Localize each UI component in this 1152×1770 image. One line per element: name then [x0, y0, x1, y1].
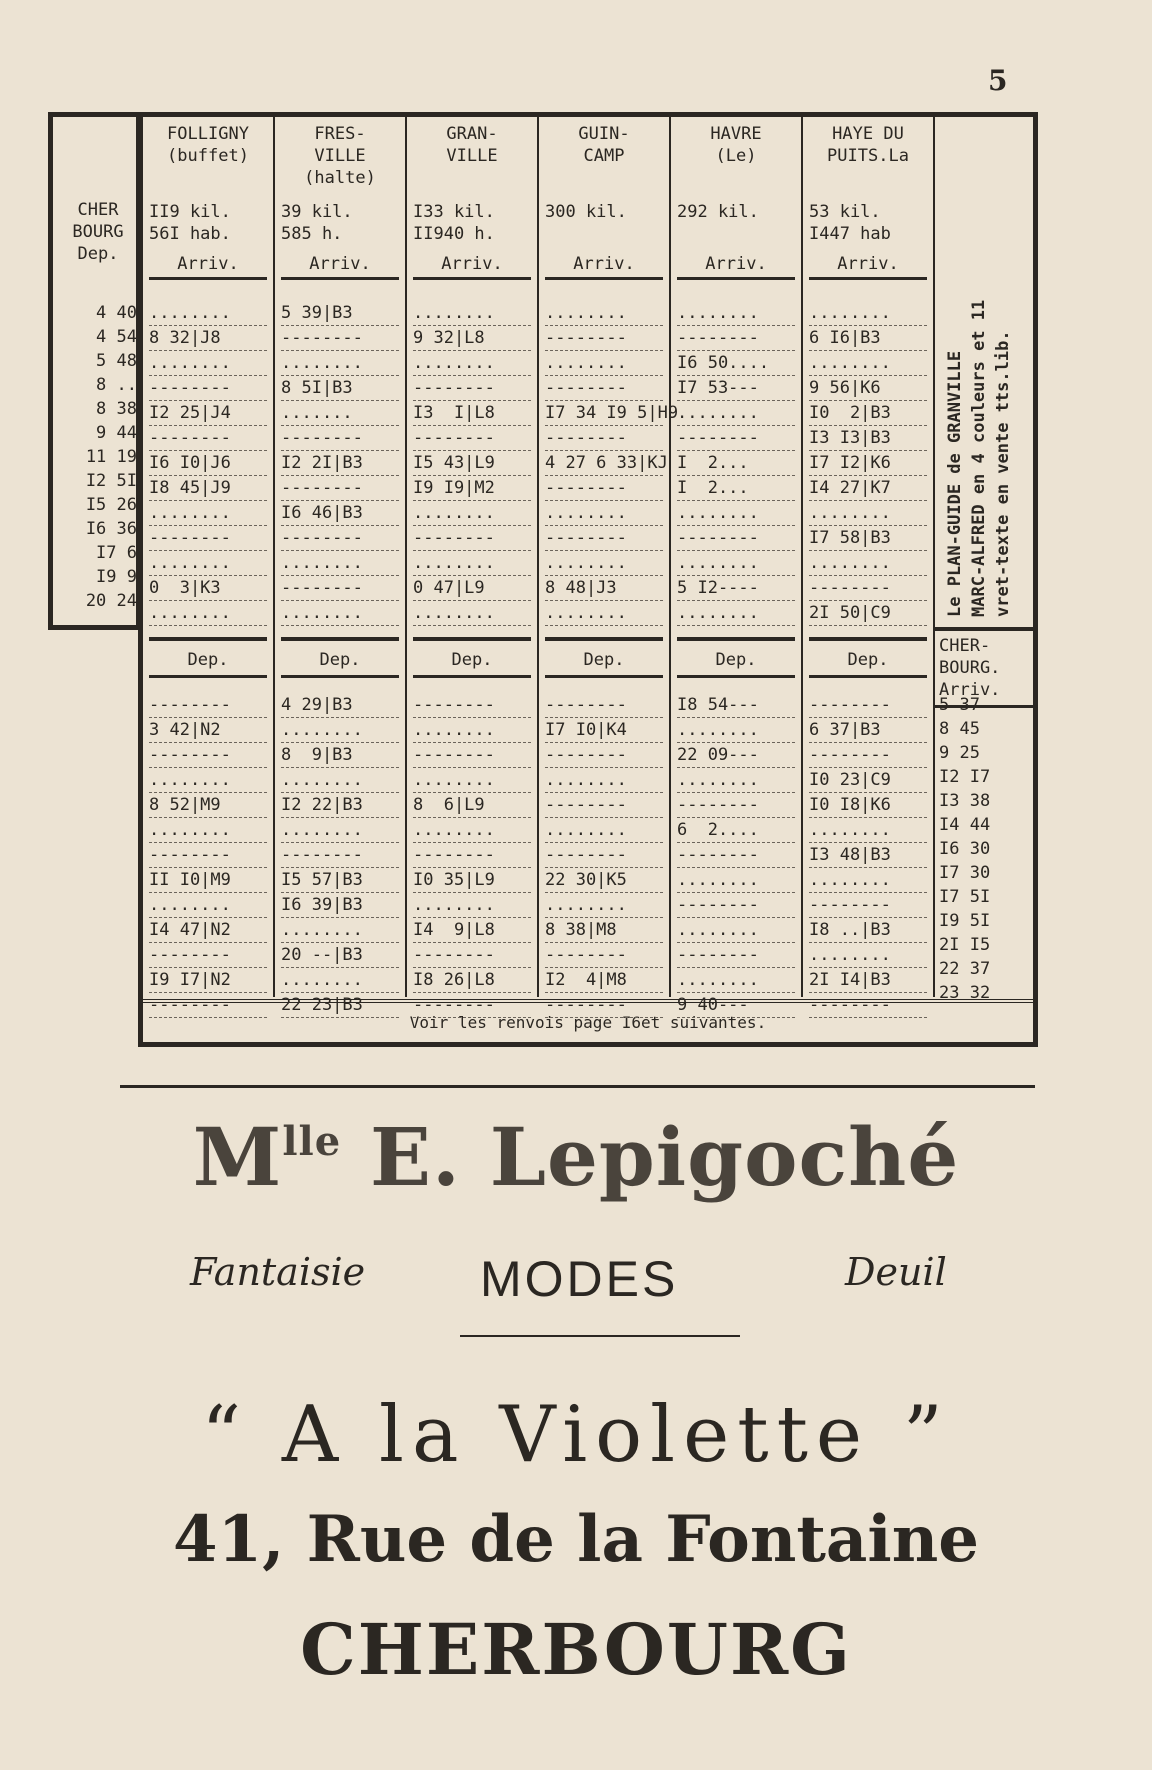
station-name-line: (buffet) — [167, 146, 249, 166]
return-departure-time: ........ — [545, 768, 663, 793]
return-departure-time: ........ — [545, 893, 663, 918]
arrival-time: 8 5I|B3 — [281, 376, 399, 401]
arrival-time: -------- — [545, 526, 663, 551]
arrival-label: Arriv. — [149, 253, 267, 280]
return-departure-time: 3 42|N2 — [149, 718, 267, 743]
arrival-time: ........ — [413, 601, 531, 626]
station-column — [671, 117, 803, 1015]
return-departure-time: -------- — [809, 993, 927, 1018]
return-departure-time: ........ — [809, 868, 927, 893]
station-column — [407, 117, 539, 1015]
return-departure-time: 4 29|B3 — [281, 693, 399, 718]
arrival-time: 2I 50|C9 — [809, 601, 927, 626]
return-departure-time: ........ — [149, 768, 267, 793]
departure-label: Dep. — [281, 637, 399, 678]
departure-label: Dep. — [809, 637, 927, 678]
arrival-time: 23 32 — [939, 983, 991, 1003]
station-name-line: VILLE — [446, 146, 498, 166]
arrival-time: ........ — [809, 501, 927, 526]
arrival-time: I7 I2|K6 — [809, 451, 927, 476]
return-departure-time: -------- — [545, 943, 663, 968]
return-departure-time: ........ — [677, 718, 795, 743]
return-departure-time: -------- — [149, 993, 267, 1018]
station-name-line: PUITS.La — [827, 146, 909, 166]
station-name — [275, 123, 405, 189]
return-departure-time: 6 2.... — [677, 818, 795, 843]
departure-label: Dep. — [677, 637, 795, 678]
cherbourg-departures-header — [59, 199, 137, 265]
return-departure-time: -------- — [413, 843, 531, 868]
return-departure-time: ........ — [281, 768, 399, 793]
station-distance — [677, 201, 795, 223]
arrival-time: -------- — [281, 426, 399, 451]
arrival-time: I6 30 — [939, 839, 991, 859]
return-departure-time: ........ — [413, 718, 531, 743]
arrival-time: ........ — [677, 301, 795, 326]
return-departure-time: I0 I8|K6 — [809, 793, 927, 818]
arrival-time: 0 3|K3 — [149, 576, 267, 601]
return-departure-time: ........ — [677, 968, 795, 993]
arrival-time: ........ — [545, 601, 663, 626]
station-name-line: HAYE DU — [832, 124, 904, 144]
return-departure-time: ........ — [149, 893, 267, 918]
return-departure-time: ........ — [281, 818, 399, 843]
arrival-time: 5 I2---- — [677, 576, 795, 601]
return-departure-time: 6 37|B3 — [809, 718, 927, 743]
arrival-time: 5 37 — [939, 695, 980, 715]
arrival-time: I7 53--- — [677, 376, 795, 401]
arrival-time: ........ — [413, 351, 531, 376]
cherbourg-departures-column — [48, 112, 138, 630]
arrival-time: -------- — [413, 376, 531, 401]
station-name-line: GUIN- — [578, 124, 630, 144]
cherbourg-departure-times — [59, 301, 137, 613]
return-departure-time: I7 I0|K4 — [545, 718, 663, 743]
divider — [120, 1085, 1035, 1088]
station-column — [539, 117, 679, 1015]
arrival-times — [281, 301, 399, 626]
distance-line: 300 kil. — [545, 202, 627, 222]
return-departure-time: -------- — [149, 743, 267, 768]
return-departure-time: -------- — [545, 743, 663, 768]
arrival-time: ........ — [677, 501, 795, 526]
arrival-time: I6 I0|J6 — [149, 451, 267, 476]
return-departure-time: -------- — [677, 943, 795, 968]
return-departure-time: -------- — [413, 743, 531, 768]
arrival-time: ........ — [281, 351, 399, 376]
side-advert — [933, 117, 1033, 631]
return-departure-times — [809, 693, 927, 1018]
station-distance — [413, 201, 531, 245]
station-distance — [281, 201, 399, 245]
return-departure-times — [281, 693, 399, 1018]
return-departure-time: I2 4|M8 — [545, 968, 663, 993]
arrival-time: 2I I5 — [939, 935, 991, 955]
arrival-time: -------- — [413, 426, 531, 451]
arrival-time: 8 48|J3 — [545, 576, 663, 601]
arrival-time: I2 25|J4 — [149, 401, 267, 426]
arrival-time: ........ — [809, 301, 927, 326]
return-departure-time: -------- — [281, 843, 399, 868]
station-name-line: (halte) — [304, 168, 376, 188]
header-line: Dep. — [77, 244, 119, 264]
return-departure-time: -------- — [809, 743, 927, 768]
departure-label: Dep. — [545, 637, 663, 678]
arrival-time: I5 43|L9 — [413, 451, 531, 476]
departure-time: I5 26 — [85, 495, 137, 515]
departure-label: Dep. — [413, 637, 531, 678]
return-departure-time: -------- — [413, 943, 531, 968]
footnote: Voir les renvois page I6et suivantes. — [143, 999, 1033, 1049]
arrival-time: -------- — [149, 526, 267, 551]
arrival-time: I4 44 — [939, 815, 991, 835]
return-departure-time: -------- — [809, 893, 927, 918]
header-line: BOURG — [72, 222, 124, 242]
station-name-line: HAVRE — [710, 124, 762, 144]
shop-address: 41, Rue de la Fontaine — [173, 1502, 979, 1577]
arrival-time: ........ — [413, 301, 531, 326]
return-departure-time: 22 09--- — [677, 743, 795, 768]
service-deuil: Deuil — [845, 1250, 947, 1294]
arrival-label: Arriv. — [281, 253, 399, 280]
arrival-time: ........ — [677, 601, 795, 626]
return-departure-time: 9 40--- — [677, 993, 795, 1018]
arrival-time: 22 37 — [939, 959, 991, 979]
return-departure-time: ........ — [149, 818, 267, 843]
return-departure-time: I9 I7|N2 — [149, 968, 267, 993]
return-departure-time: -------- — [413, 693, 531, 718]
arrival-time: 9 56|K6 — [809, 376, 927, 401]
side-advert-line: MARC-ALFRED en 4 couleurs et 11 — [969, 299, 989, 617]
return-departure-time: -------- — [413, 993, 531, 1018]
page-number: 5 — [988, 64, 1008, 97]
arrival-time: ........ — [149, 501, 267, 526]
arrival-time: I9 I9|M2 — [413, 476, 531, 501]
arrival-time: -------- — [545, 426, 663, 451]
distance-line: 585 h. — [281, 224, 343, 244]
arrival-time: -------- — [545, 376, 663, 401]
departure-time: I6 36 — [85, 519, 137, 539]
distance-line: I447 hab — [809, 224, 891, 244]
header-line: CHER- — [939, 636, 991, 656]
arrival-time: 5 39|B3 — [281, 301, 399, 326]
arrival-label: Arriv. — [809, 253, 927, 280]
return-departure-time: I2 22|B3 — [281, 793, 399, 818]
arrival-time: I8 45|J9 — [149, 476, 267, 501]
arrival-times — [149, 301, 267, 626]
arrival-time: I3 I3|B3 — [809, 426, 927, 451]
return-departure-time: ........ — [413, 818, 531, 843]
return-departure-time: I0 23|C9 — [809, 768, 927, 793]
arrival-time: -------- — [545, 476, 663, 501]
arrival-time: -------- — [281, 526, 399, 551]
return-departure-time: I8 ..|B3 — [809, 918, 927, 943]
return-departure-time: I6 39|B3 — [281, 893, 399, 918]
station-name-line: CAMP — [583, 146, 625, 166]
arrival-time: ........ — [677, 551, 795, 576]
side-advert-line: Le PLAN-GUIDE de GRANVILLE — [945, 350, 965, 617]
arrival-time: ........ — [545, 501, 663, 526]
arrival-time: ........ — [149, 551, 267, 576]
header-line: Arriv. — [939, 680, 1001, 700]
arrival-time: -------- — [677, 526, 795, 551]
departure-time: 5 48 — [96, 351, 137, 371]
return-departure-time: 8 9|B3 — [281, 743, 399, 768]
arrival-time: ........ — [281, 601, 399, 626]
arrival-time: I4 27|K7 — [809, 476, 927, 501]
return-departure-time: I8 54--- — [677, 693, 795, 718]
timetable-main — [138, 112, 1038, 1047]
departure-time: 9 44 — [96, 423, 137, 443]
arrival-time: 9 25 — [939, 743, 980, 763]
station-name — [407, 123, 537, 167]
return-departure-time: -------- — [545, 993, 663, 1018]
advert-prefix: M — [192, 1110, 283, 1204]
departure-time: 4 54 — [96, 327, 137, 347]
arrival-time: -------- — [677, 426, 795, 451]
distance-line: 292 kil. — [677, 202, 759, 222]
return-departure-time: II I0|M9 — [149, 868, 267, 893]
arrival-time: ........ — [413, 501, 531, 526]
return-departure-time: -------- — [545, 693, 663, 718]
service-modes: MODES — [480, 1251, 679, 1307]
arrival-time: ........ — [149, 351, 267, 376]
station-name — [803, 123, 933, 167]
arrival-time: I2 I7 — [939, 767, 991, 787]
distance-line: 53 kil. — [809, 202, 881, 222]
return-departure-time: I4 47|N2 — [149, 918, 267, 943]
return-departure-time: ........ — [281, 718, 399, 743]
shop-city: CHERBOURG — [300, 1608, 852, 1691]
arrival-time: -------- — [149, 426, 267, 451]
cherbourg-arrival-times — [939, 693, 1027, 1005]
arrival-time: I 2... — [677, 451, 795, 476]
arrival-time: -------- — [281, 326, 399, 351]
arrival-time: ........ — [809, 551, 927, 576]
station-name-line: VILLE — [314, 146, 366, 166]
return-departure-times — [413, 693, 531, 1018]
arrival-time: I0 2|B3 — [809, 401, 927, 426]
arrival-time: ........ — [149, 601, 267, 626]
return-departure-time: ........ — [281, 968, 399, 993]
return-departure-time: -------- — [809, 693, 927, 718]
timetable — [48, 112, 1038, 1047]
arrival-time: ........ — [545, 551, 663, 576]
arrival-time: I6 46|B3 — [281, 501, 399, 526]
return-departure-time: I3 48|B3 — [809, 843, 927, 868]
return-departure-time: 22 30|K5 — [545, 868, 663, 893]
distance-line: 39 kil. — [281, 202, 353, 222]
arrival-time: -------- — [677, 326, 795, 351]
return-departure-time: -------- — [149, 693, 267, 718]
return-departure-times — [149, 693, 267, 1018]
arrival-time: -------- — [809, 576, 927, 601]
return-departure-time: -------- — [677, 793, 795, 818]
departure-time: 11 19 — [85, 447, 137, 467]
arrival-time: I7 34 I9 5|H9 — [545, 401, 663, 426]
arrival-times — [413, 301, 531, 626]
arrival-time: I9 5I — [939, 911, 991, 931]
arrival-time: 4 27 6 33|KJ — [545, 451, 663, 476]
return-departure-time: ........ — [677, 918, 795, 943]
distance-line: II940 h. — [413, 224, 495, 244]
return-departure-time: 20 --|B3 — [281, 943, 399, 968]
advert-name — [0, 1110, 1152, 1204]
header-line: CHER — [77, 200, 119, 220]
return-departure-time: ........ — [677, 868, 795, 893]
arrival-time: ........ — [545, 351, 663, 376]
arrival-times — [545, 301, 679, 626]
arrival-times — [809, 301, 927, 626]
return-departure-time: -------- — [149, 943, 267, 968]
return-departure-time: 22 23|B3 — [281, 993, 399, 1018]
return-departure-time: I5 57|B3 — [281, 868, 399, 893]
return-departure-time: 2I I4|B3 — [809, 968, 927, 993]
arrival-time: ....... — [281, 401, 399, 426]
distance-line: 56I hab. — [149, 224, 231, 244]
station-name-line: FOLLIGNY — [167, 124, 249, 144]
arrival-time: I7 30 — [939, 863, 991, 883]
station-distance — [149, 201, 267, 245]
side-advert-line: vret-texte en vente tts.lib. — [993, 330, 1013, 617]
departure-time: 8 38 — [96, 399, 137, 419]
arrival-time: -------- — [281, 476, 399, 501]
arrival-time: ........ — [809, 351, 927, 376]
station-distance — [809, 201, 927, 245]
arrival-time: -------- — [413, 526, 531, 551]
arrival-time: I3 38 — [939, 791, 991, 811]
shop-name: “ A la Violette ” — [201, 1390, 951, 1480]
departure-time: I9 9 — [96, 567, 137, 587]
arrival-time: 6 I6|B3 — [809, 326, 927, 351]
advert-prefix-sup: lle — [282, 1118, 342, 1165]
return-departure-time: I8 26|L8 — [413, 968, 531, 993]
station-name-line: FRES- — [314, 124, 366, 144]
arrival-time: I7 58|B3 — [809, 526, 927, 551]
return-departure-time: 8 6|L9 — [413, 793, 531, 818]
return-departure-time: ........ — [809, 818, 927, 843]
distance-line: II9 kil. — [149, 202, 231, 222]
distance-line: I33 kil. — [413, 202, 495, 222]
return-departure-time: -------- — [545, 843, 663, 868]
advert-services — [0, 1250, 1152, 1310]
station-name — [539, 123, 669, 167]
station-name — [143, 123, 273, 167]
return-departure-times — [677, 693, 795, 1018]
arrival-time: 8 45 — [939, 719, 980, 739]
return-departure-time: ........ — [413, 768, 531, 793]
advert-name-text: E. Lepigoché — [370, 1110, 960, 1204]
arrival-label: Arriv. — [677, 253, 795, 280]
departure-time: I7 6 — [96, 543, 137, 563]
arrival-time: ........ — [281, 551, 399, 576]
arrival-time: ........ — [545, 301, 663, 326]
station-column — [143, 117, 275, 1015]
arrival-time: ........ — [413, 551, 531, 576]
arrival-time: I6 50.... — [677, 351, 795, 376]
station-name — [671, 123, 801, 167]
arrival-time: 8 32|J8 — [149, 326, 267, 351]
arrival-time: -------- — [149, 376, 267, 401]
return-departure-times — [545, 693, 663, 1018]
departure-time: 20 24 — [85, 591, 137, 611]
return-departure-time: I4 9|L8 — [413, 918, 531, 943]
return-departure-time: ........ — [281, 918, 399, 943]
station-column — [803, 117, 935, 1015]
station-name-line: GRAN- — [446, 124, 498, 144]
return-departure-time: ........ — [809, 943, 927, 968]
arrival-time: -------- — [545, 326, 663, 351]
cherbourg-arrivals-column — [933, 631, 1033, 1001]
return-departure-time: -------- — [545, 793, 663, 818]
arrival-label: Arriv. — [413, 253, 531, 280]
header-line: BOURG. — [939, 658, 1001, 678]
arrival-time: 9 32|L8 — [413, 326, 531, 351]
station-column — [275, 117, 407, 1015]
return-departure-time: ........ — [413, 893, 531, 918]
return-departure-time: I0 35|L9 — [413, 868, 531, 893]
arrival-time: I2 2I|B3 — [281, 451, 399, 476]
return-departure-time: -------- — [149, 843, 267, 868]
arrival-time: I7 5I — [939, 887, 991, 907]
arrival-time: ........ — [149, 301, 267, 326]
arrival-time: ........ — [677, 401, 795, 426]
return-departure-time: ........ — [545, 818, 663, 843]
return-departure-time: -------- — [677, 893, 795, 918]
departure-time: 4 40 — [96, 303, 137, 323]
station-distance — [545, 201, 663, 223]
return-departure-time: 8 38|M8 — [545, 918, 663, 943]
arrival-time: I3 I|L8 — [413, 401, 531, 426]
side-advert-text — [943, 117, 1043, 617]
station-name-line: (Le) — [715, 146, 757, 166]
return-departure-time: -------- — [677, 843, 795, 868]
arrival-times — [677, 301, 795, 626]
return-departure-time: ........ — [677, 768, 795, 793]
arrival-time: I 2... — [677, 476, 795, 501]
small-divider — [460, 1335, 740, 1337]
arrival-time: 0 47|L9 — [413, 576, 531, 601]
return-departure-time: 8 52|M9 — [149, 793, 267, 818]
departure-time: I2 5I — [85, 471, 137, 491]
arrival-label: Arriv. — [545, 253, 663, 280]
departure-label: Dep. — [149, 637, 267, 678]
service-fantaisie: Fantaisie — [190, 1250, 366, 1294]
arrival-time: -------- — [281, 576, 399, 601]
departure-time: 8 .. — [96, 375, 137, 395]
